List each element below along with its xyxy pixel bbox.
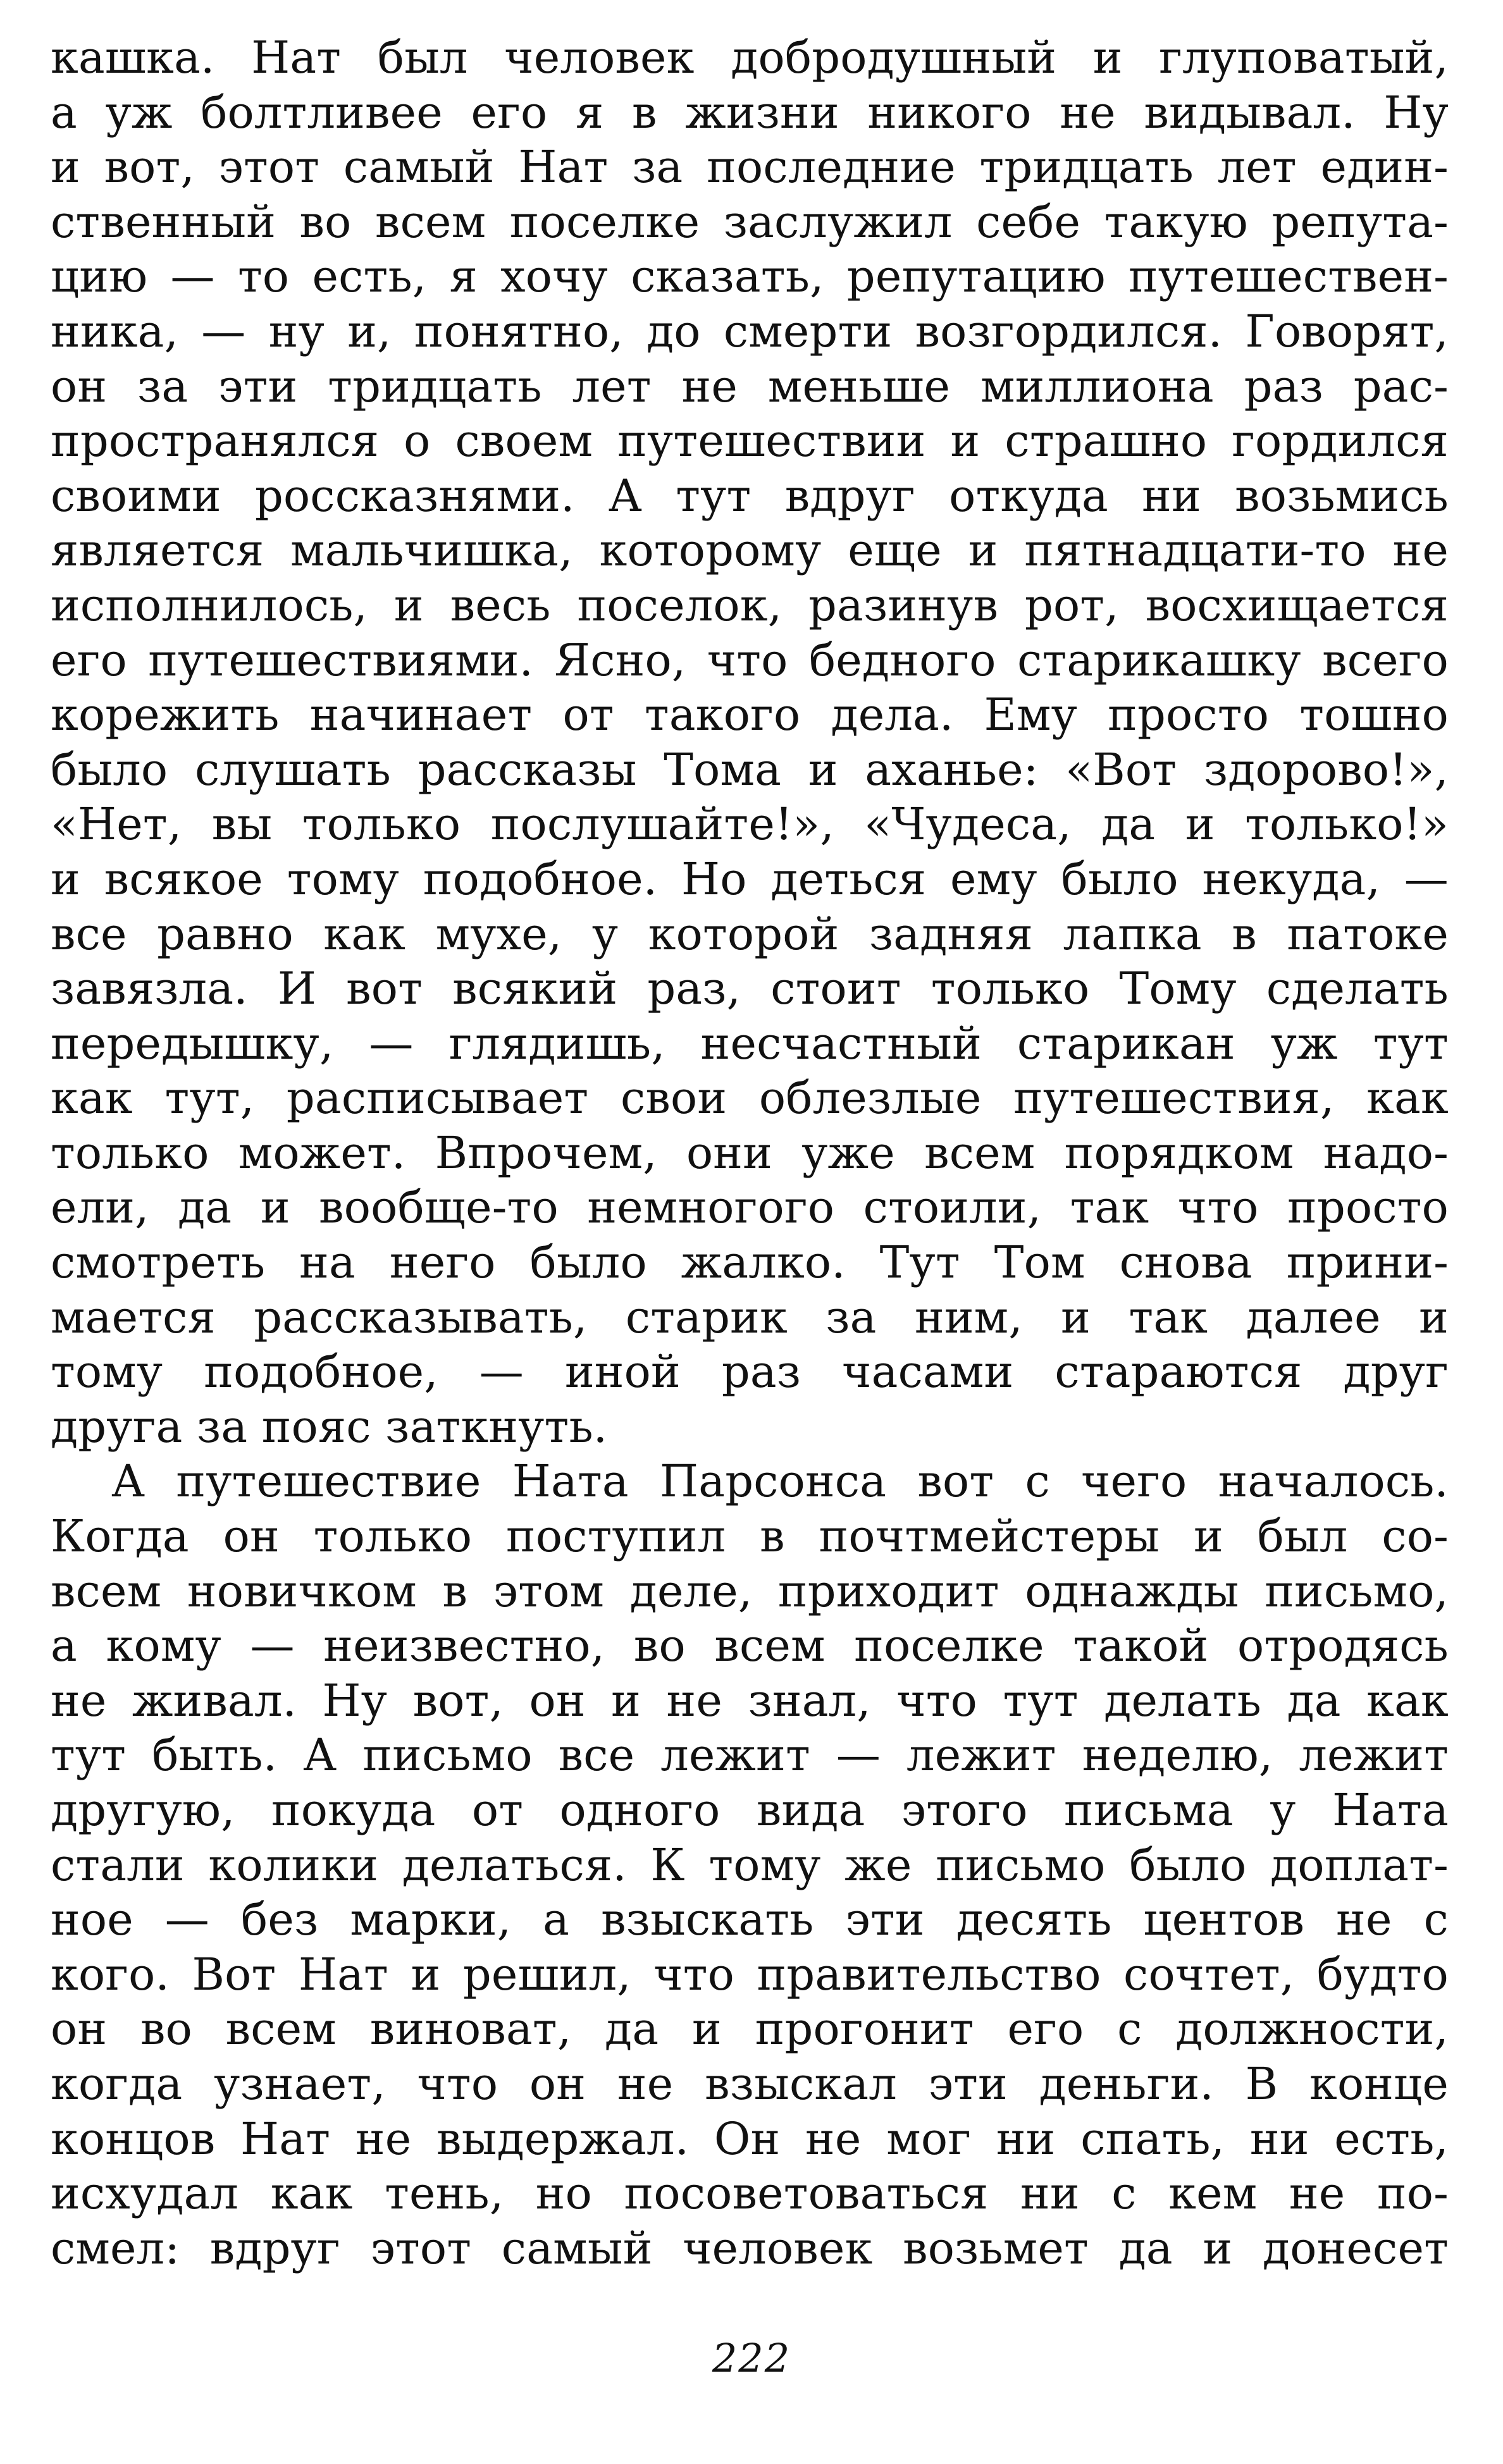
text-line: другую, покуда от одного вида этого письма у Ната (51, 1784, 1449, 1836)
text-line: исхудал как тень, но посоветоваться ни с кем не по- (51, 2167, 1449, 2220)
text-line: все равно как мухе, у которой задняя лапка в патоке (51, 908, 1449, 960)
paragraph-start-line: А путешествие Ната Парсонса вот с чего началось. (111, 1455, 1449, 1508)
text-line: мается рассказывать, старик за ним, и так далее и (51, 1291, 1449, 1343)
text-line: не живал. Ну вот, он и не знал, что тут делать да как (51, 1674, 1449, 1727)
text-line: а уж болтливее его я в жизни никого не видывал. Ну (51, 86, 1449, 139)
text-line: всем новичком в этом деле, приходит однажды письмо, (51, 1565, 1449, 1617)
paragraph-end-line: друга за пояс заткнуть. (51, 1400, 608, 1453)
text-line: было слушать рассказы Тома и аханье: «Вот здорово!», (51, 743, 1449, 796)
text-line: он во всем виноват, да и прогонит его с должности, (51, 2003, 1449, 2055)
text-line: кашка. Нат был человек добродушный и глуповатый, (51, 32, 1449, 83)
text-line: и вот, этот самый Нат за последние тридцать лет един- (51, 141, 1449, 194)
text-line: смел: вдруг этот самый человек возьмет да и донесет (51, 2222, 1449, 2274)
text-line: ели, да и вообще-то немногого стоили, так что просто (51, 1181, 1449, 1234)
text-line: как тут, расписывает свои облезлые путешествия, как (51, 1072, 1449, 1124)
text-line: корежить начинает от такого дела. Ему просто тошно (51, 689, 1449, 741)
text-line: завязла. И вот всякий раз, стоит только Тому сделать (51, 963, 1449, 1015)
text-line: своими россказнями. А тут вдруг откуда ни возьмись (51, 469, 1449, 522)
text-line: тут быть. А письмо все лежит — лежит неделю, лежит (51, 1729, 1449, 1782)
text-line: пространялся о своем путешествии и страшно гордился (51, 415, 1449, 467)
text-line: исполнилось, и весь поселок, разинув рот, восхищается (51, 579, 1449, 631)
text-line: «Нет, вы только послушайте!», «Чудеса, да и только!» (51, 798, 1449, 851)
text-line: а кому — неизвестно, во всем поселке такой отродясь (51, 1620, 1449, 1672)
text-line: стали колики делаться. К тому же письмо было доплат- (51, 1839, 1449, 1891)
text-line: передышку, — глядишь, несчастный старикан уж тут (51, 1017, 1449, 1069)
text-line: ника, — ну и, понятно, до смерти возгордился. Говорят, (51, 305, 1449, 357)
text-line: Когда он только поступил в почтмейстеры и был со- (51, 1510, 1449, 1563)
text-line: только может. Впрочем, они уже всем порядком надо- (51, 1126, 1449, 1179)
text-line: ственный во всем поселке заслужил себе такую репута- (51, 195, 1449, 248)
text-line: тому подобное, — иной раз часами стараются друг (51, 1346, 1449, 1398)
text-line: концов Нат не выдержал. Он не мог ни спать, ни есть, (51, 2112, 1449, 2165)
text-line: кого. Вот Нат и решил, что правительство сочтет, будто (51, 1948, 1449, 2000)
text-line: он за эти тридцать лет не меньше миллиона раз рас- (51, 360, 1449, 412)
text-line: его путешествиями. Ясно, что бедного старикашку всего (51, 634, 1449, 686)
text-line: цию — то есть, я хочу сказать, репутацию путешествен- (51, 250, 1449, 303)
text-line: является мальчишка, которому еще и пятнадцати-то не (51, 524, 1449, 577)
text-line: ное — без марки, а взыскать эти десять центов не с (51, 1894, 1449, 1946)
text-body (51, 30, 1449, 2276)
text-line: когда узнает, что он не взыскал эти деньги. В конце (51, 2057, 1449, 2110)
text-line: и всякое тому подобное. Но деться ему было некуда, — (51, 853, 1449, 905)
book-page (51, 30, 1449, 2434)
text-line: смотреть на него было жалко. Тут Том снова прини- (51, 1236, 1449, 1289)
page-number: 222 (712, 2335, 791, 2381)
